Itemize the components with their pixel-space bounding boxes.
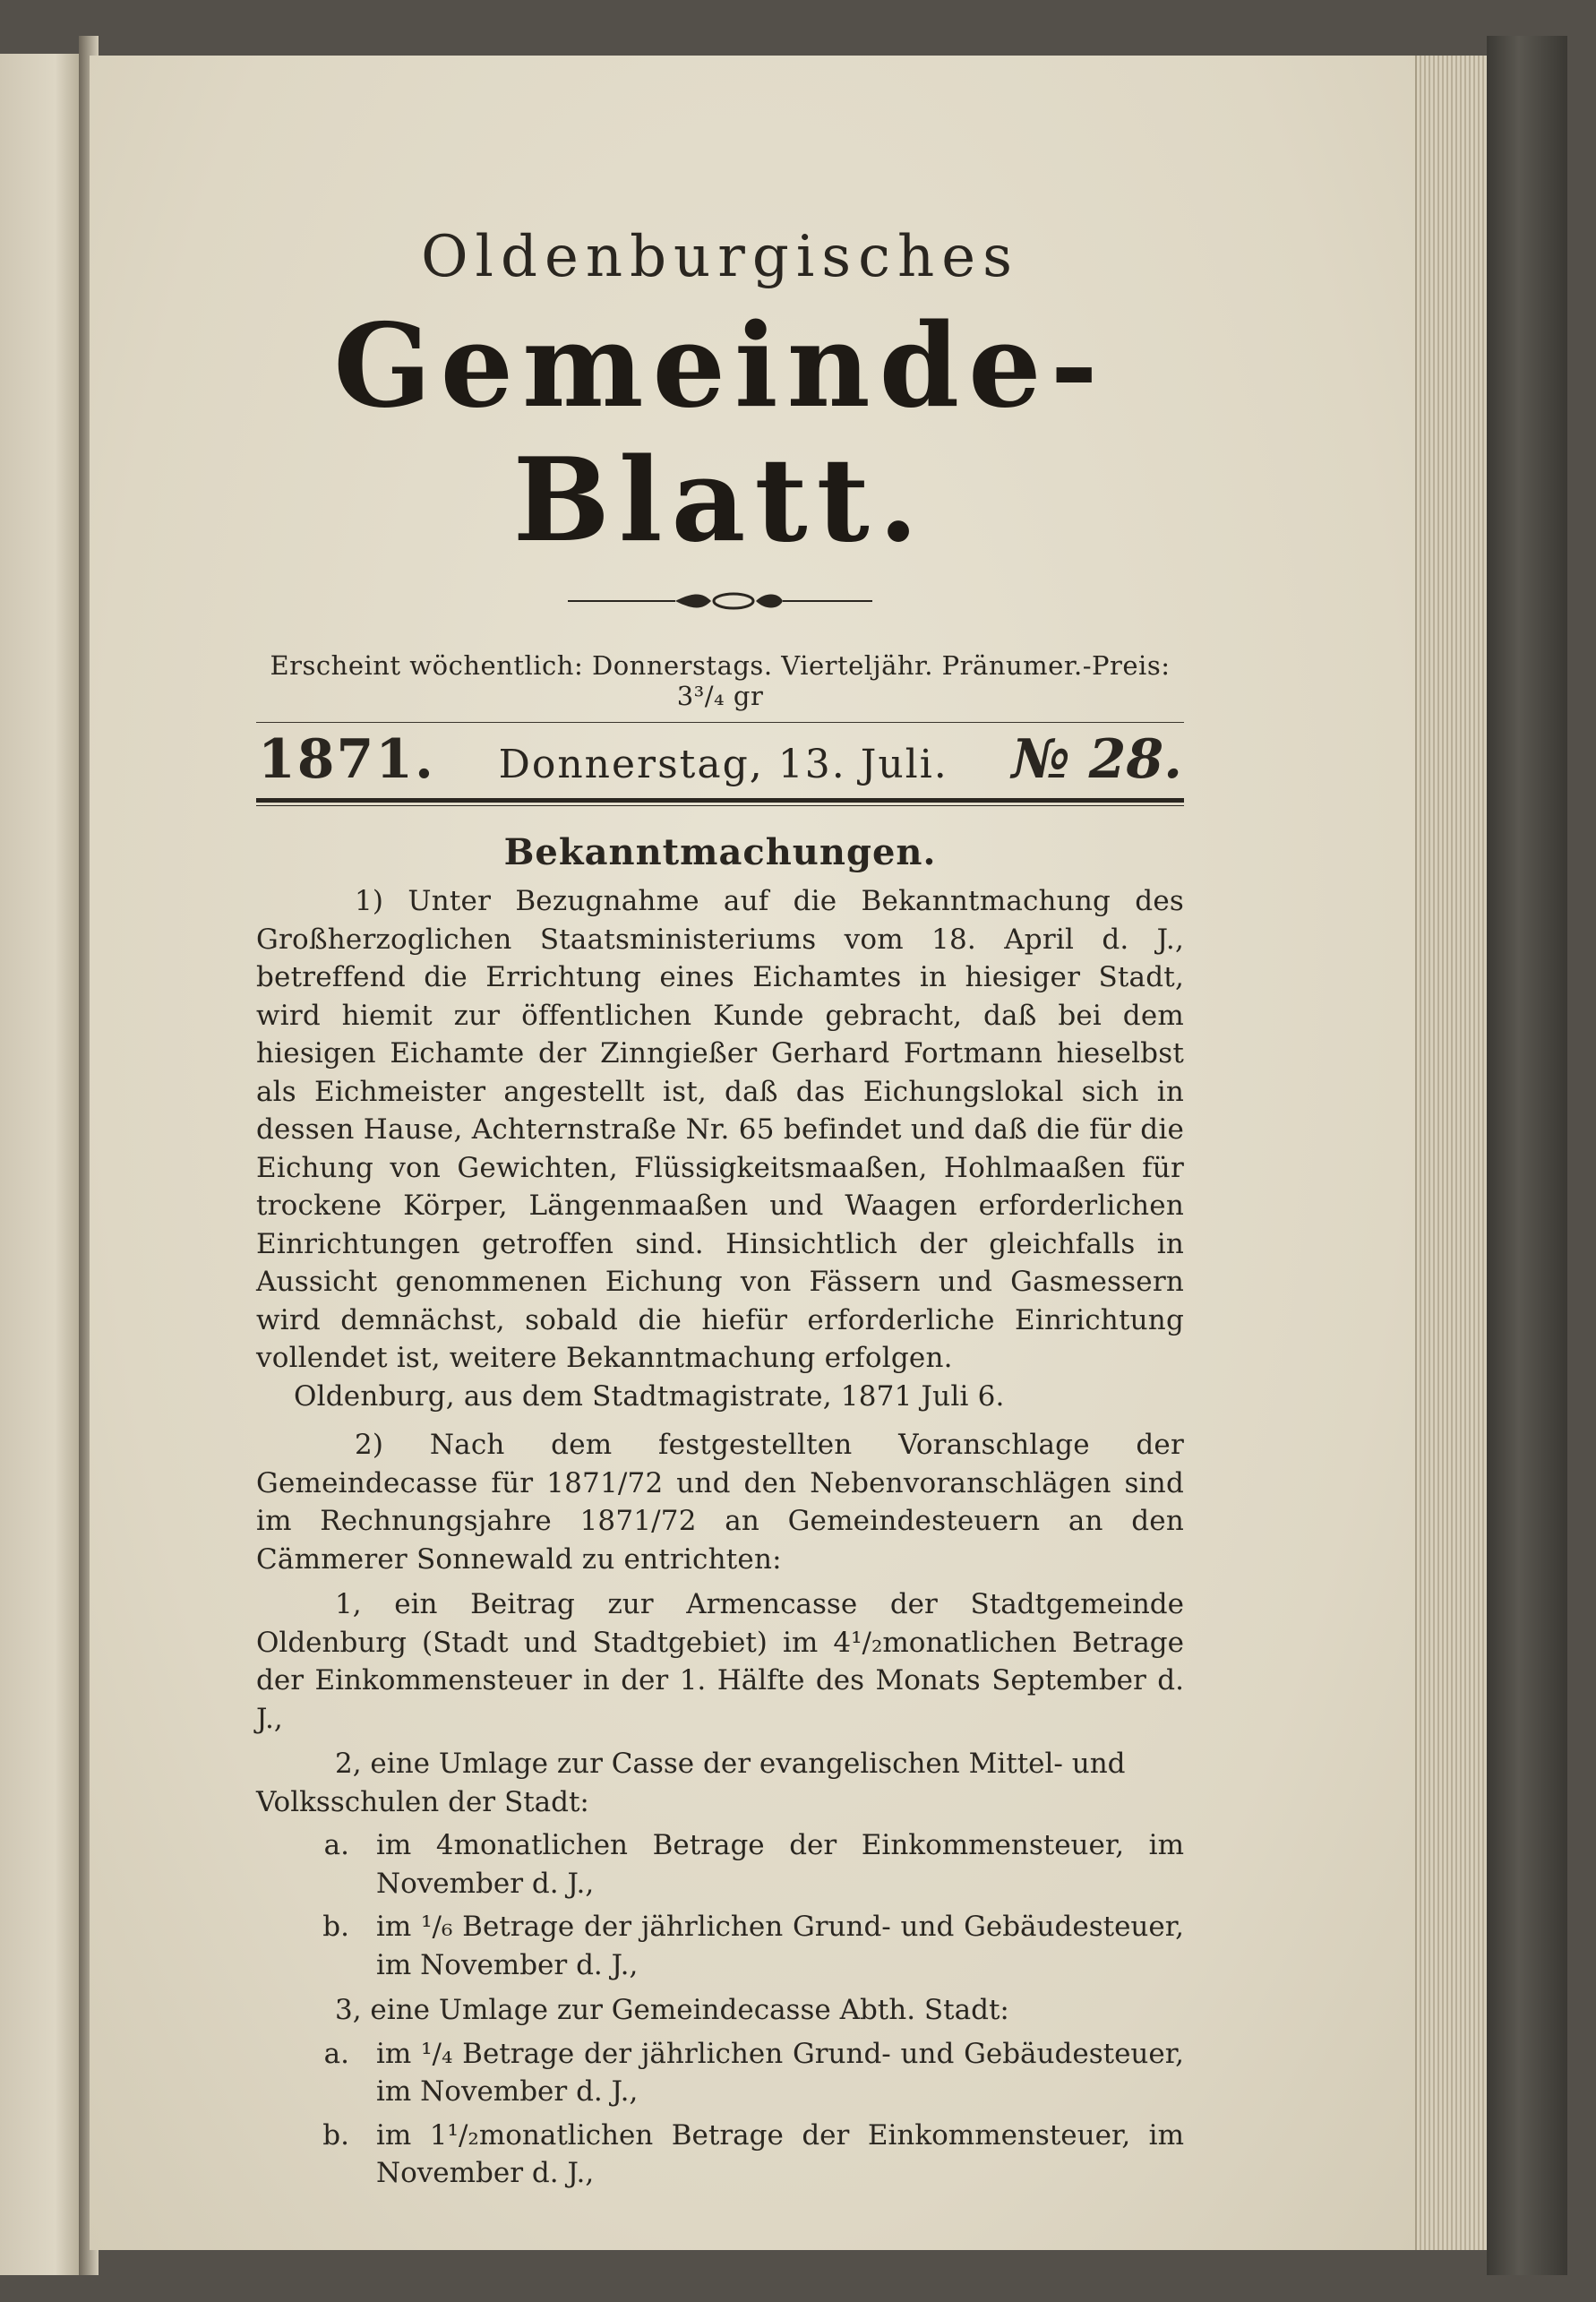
list-item-2b (256, 1908, 1184, 1984)
book-cover-edge (1487, 36, 1567, 2275)
list-item-3: 3, eine Umlage zur Gemeindecasse Abth. Stadt: (335, 1994, 1009, 2026)
page-edges (1415, 56, 1489, 2250)
announcement-2: 2) Nach dem festgestellten Voranschlage der Gemeindecasse für 1871/72 und den Nebenvoranschlägen sind im Rechnungsjahre 1871/72 an Gemeindesteuern an den Cämmerer Sonnewald zu entrichten: (256, 1429, 1184, 1576)
list-item-1: 1, ein Beitrag zur Armencasse der Stadtgemeinde Oldenburg (Stadt und Stadtgebiet) im 4¹/₂monatlichen Betrage der Einkommensteuer in der 1. Hälfte des Monats September d. J., (256, 1588, 1184, 1735)
list-item-3b (256, 2117, 1184, 2193)
list-label: b. (322, 1911, 349, 1943)
issue-number: № 28. (1011, 728, 1182, 791)
list-text: im ¹/₆ Betrage der jährlichen Grund- und Gebäudesteuer, im November d. J., (376, 1911, 1184, 1981)
dateline (256, 728, 1184, 791)
list-label: b. (322, 2118, 349, 2152)
masthead-line1: Oldenburgisches (421, 224, 1019, 290)
masthead-title: Gemeinde-Blatt. (333, 299, 1107, 568)
announcement-1-signature: Oldenburg, aus dem Stadtmagistrate, 1871 Juli 6. (294, 1379, 1005, 1413)
issue-date: Donnerstag, 13. Juli. (498, 742, 948, 787)
subscription-line: Erscheint wöchentlich: Donnerstags. Vierteljähr. Pränumer.-Preis: 3³/₄ gr (256, 650, 1184, 723)
list-text: im 4monatlichen Betrage der Einkommensteuer, im November d. J., (376, 1829, 1184, 1900)
list-label: a. (323, 2037, 349, 2070)
issue-year: 1871. (258, 728, 435, 791)
announcement-1: 1) Unter Bezugnahme auf die Bekanntmachung des Großherzoglichen Staatsministeriums vom 18. April d. J., betreffend die Errichtung eines Eichamtes in hiesiger Stadt, wird hiemit zur öffentlichen Kunde gebracht, daß bei dem hiesigen Eichamte der Zinngießer Gerhard Fortmann hieselbst als Eichmeister angestellt ist, daß das Eichungslokal sich in dessen Hause, Achternstraße Nr. 65 befindet und daß die für die Eichung von Gewichten, Flüssigkeitsmaaßen, Hohlmaaßen für trockene Körper, Längenmaaßen und Waagen erforderlichen Einrichtungen getroffen sind. Hinsichtlich der gleichfalls in Aussicht genommenen Eichung von Fässern und Gasmessern wird demnächst, sobald die hiefür erforderliche Einrichtung vollendet ist, weitere Bekanntmachung erfolgen. (256, 885, 1184, 1374)
left-page-edge (0, 54, 82, 2275)
list-item-2a (256, 1826, 1184, 1903)
page-content (256, 161, 1184, 2193)
double-rule (256, 798, 1184, 806)
list-text: im 1¹/₂monatlichen Betrage der Einkommensteuer, im November d. J., (376, 2118, 1184, 2189)
list-item-3a (256, 2035, 1184, 2111)
list-item-2: 2, eine Umlage zur Casse der evangelischen Mittel- und Volksschulen der Stadt: (256, 1748, 1126, 1818)
list-text: im ¹/₄ Betrage der jährlichen Grund- und Gebäudesteuer, im November d. J., (376, 2037, 1184, 2108)
section-title: Bekanntmachungen. (503, 831, 937, 873)
list-label: a. (323, 1829, 349, 1861)
ornament-divider (568, 588, 872, 614)
